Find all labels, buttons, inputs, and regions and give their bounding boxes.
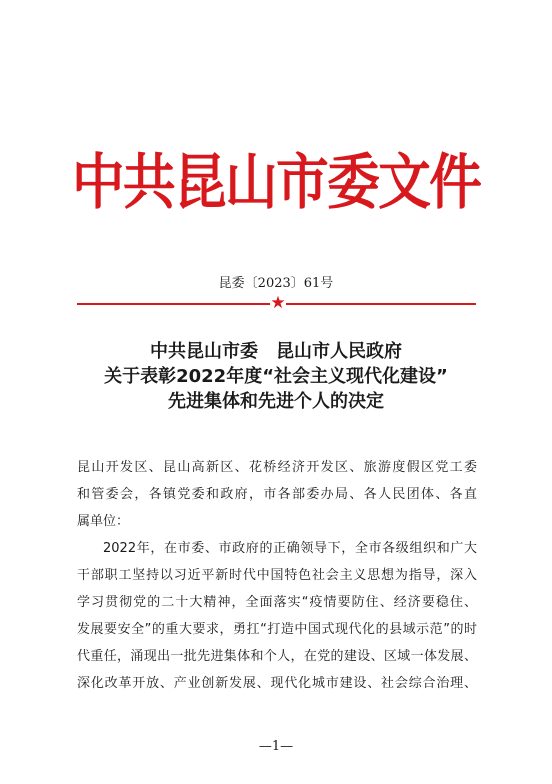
document-number: 昆委〔2023〕61号 (218, 276, 334, 291)
document-title (0, 339, 552, 414)
paragraph-line-4: 发展要安全”的重大要求，勇扛“打造中国式现代化的县域示范”的时 (77, 622, 477, 637)
title-line-3: 先进集体和先进个人的决定 (168, 391, 384, 412)
document-body (77, 454, 477, 697)
red-rule-left (77, 303, 270, 305)
paragraph-line-5: 代重任，涌现出一批先进集体和个人，在党的建设、区域一体发展、 (77, 649, 477, 664)
paragraph-line-1: 2022年，在市委、市政府的正确领导下，全市各级组织和广大 (103, 541, 477, 556)
paragraph-line-3: 学习贯彻党的二十大精神，全面落实“疫情要防住、经济要稳住、 (77, 595, 477, 610)
addressee-line-1: 昆山开发区、昆山高新区、花桥经济开发区、旅游度假区党工委 (77, 460, 477, 475)
addressee-line-3: 属单位： (77, 514, 130, 529)
star-icon: ★ (270, 293, 286, 313)
red-rule-right (286, 303, 476, 305)
masthead-title: 中共昆山市委文件 (71, 148, 481, 218)
addressee-line-2: 和管委会，各镇党委和政府，市各部委办局、各人民团体、各直 (77, 487, 477, 502)
page-number: —1— (258, 739, 294, 754)
title-line-1: 中共昆山市委 昆山市人民政府 (150, 341, 402, 362)
title-line-2: 关于表彰2022年度“社会主义现代化建设” (104, 366, 448, 387)
paragraph-line-2: 干部职工坚持以习近平新时代中国特色社会主义思想为指导，深入 (77, 568, 477, 583)
paragraph-line-6: 深化改革开放、产业创新发展、现代化城市建设、社会综合治理、 (77, 676, 477, 691)
